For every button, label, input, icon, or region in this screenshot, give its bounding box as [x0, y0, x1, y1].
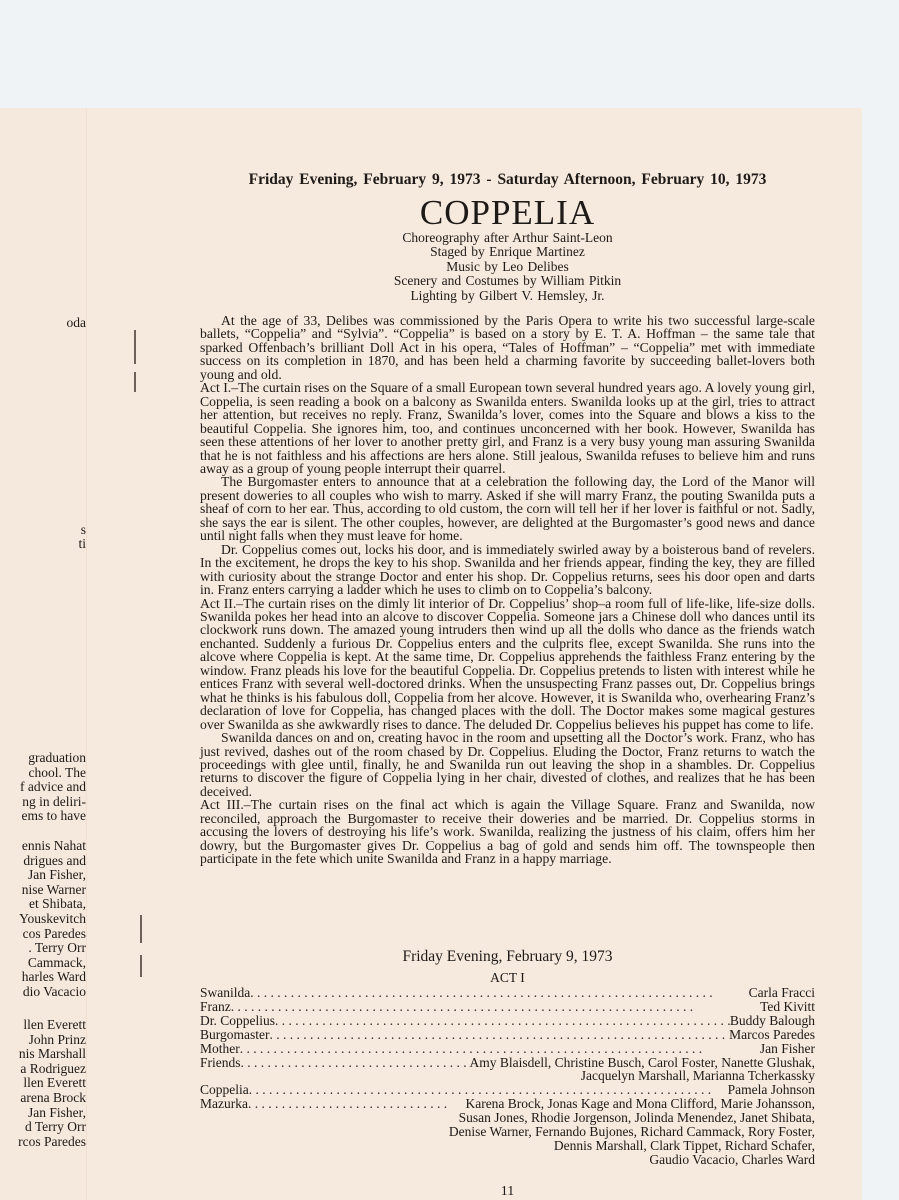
act-label: ACT I	[490, 970, 525, 985]
left-page-line: ti	[78, 536, 86, 551]
left-page-line: Jan Fisher,	[28, 867, 86, 883]
cast-role: Coppelia	[200, 1082, 249, 1098]
cast-names	[469, 1056, 815, 1084]
left-page-line: graduation	[28, 750, 86, 765]
left-page-line: chool. The	[28, 764, 86, 780]
left-page-line: et Shibata,	[29, 896, 86, 912]
left-page-line: harles Ward	[21, 969, 86, 985]
cast-name-line: Denise Warner, Fernando Bujones, Richard Cammack, Rory Foster,	[448, 1124, 815, 1140]
dot-leader	[240, 1042, 760, 1056]
cast-name-line: Buddy Balough	[729, 1012, 815, 1028]
cast-names	[760, 1042, 815, 1056]
left-page-line: ems to have	[21, 808, 86, 824]
left-page-line: dio Vacacio	[22, 984, 86, 999]
credit-line: Choreography after Arthur Saint-Leon	[402, 230, 613, 245]
cast-name-line: Gaudio Vacacio, Charles Ward	[649, 1151, 815, 1167]
left-page-line: Cammack,	[27, 954, 86, 970]
cast-role: Dr. Coppelius	[200, 1012, 276, 1028]
synopsis-paragraph: At the age of 33, Delibes was commissioned by the Paris Opera to write his two successful large-scale ballets, “Coppelia” and “Sylvia”. “Coppelia” is based on a story by E. T. A. Hoffman – the same tale that sparked Offenbach’s brilliant Doll Act in his opera, “Tales of Hoffman” – “Coppelia” met with immediate success on its completion in 1870, and has been held a charming favorite by succeeding ballet-lovers both young and old.	[200, 313, 815, 382]
cast-role: Friends	[200, 1054, 241, 1070]
performance-dates: Friday Evening, February 9, 1973 - Saturday Afternoon, February 10, 1973	[248, 171, 767, 188]
cast-name-line: Dennis Marshall, Clark Tippet, Richard Schafer,	[553, 1137, 815, 1153]
dot-leader	[231, 1000, 760, 1014]
cast-role: Burgomaster	[200, 1026, 270, 1042]
cast-role: Swanilda	[200, 985, 251, 1000]
credit-line: Staged by Enrique Martinez	[430, 244, 585, 260]
cast-role: Franz	[200, 998, 231, 1014]
cast-row	[200, 1028, 815, 1042]
cast-row	[200, 1000, 815, 1014]
cast-row	[200, 1097, 815, 1167]
left-page-line: rcos Paredes	[18, 1133, 86, 1149]
page-number: 11	[500, 1184, 515, 1199]
dot-leader	[241, 1056, 470, 1070]
ballet-title: COPPELIA	[419, 193, 596, 232]
left-page-line: ng in deliri-	[22, 793, 86, 809]
cast-names	[730, 1014, 815, 1028]
synopsis-paragraph: Swanilda dances on and on, creating havoc in the room and upsetting all the Doctor’s work. Franz, who has just revived, dashes out of the room chased by Dr. Coppelius. Eluding the Doctor, Franz returns to watch the proceedings with glee until, finally, he and Swanilda run out leaving the shop in a shambles. Dr. Coppelius returns to discover the figure of Coppelia lying in her chair, divested of clothes, and realizes that he has been deceived.	[200, 730, 815, 799]
left-page-line: a Rodriguez	[20, 1060, 86, 1076]
cast-name-line: Carla Fracci	[748, 985, 815, 1000]
synopsis-paragraph: Act III.–The curtain rises on the final act which is again the Village Square. Franz and Swanilda, now reconciled, approach the Burgomaster to receive their doweries and be married. Dr. Coppelius storms in accusing the lovers of destroying his life’s work. Swanilda, realizing the justness of his claim, offers him her dowry, but the Burgomaster gives Dr. Coppelius a bag of gold and sends him off. The townspeople then participate in the fete which unite Swanilda and Franz in a happy marriage.	[200, 797, 815, 867]
left-page-line: s	[80, 522, 86, 537]
cast-role: Mazurka	[200, 1096, 248, 1112]
cast-name-line: Susan Jones, Rhodie Jorgenson, Jolinda Menendez, Janet Shibata,	[458, 1110, 815, 1126]
cast-name-line: Jacquelyn Marshall, Marianna Tcherkassky	[580, 1068, 815, 1084]
left-page-line: oda	[66, 315, 86, 330]
credits	[200, 231, 815, 303]
cast-names	[729, 1028, 815, 1042]
cast-row	[200, 1014, 815, 1028]
left-page-line: Youskevitch	[19, 911, 86, 926]
synopsis-paragraph: Act I.–The curtain rises on the Square of a small European town several hundred years ago. A lovely young girl, Coppelia, is seen reading a book on a balcony as Swanilda enters. Swanilda looks up at the girl, tries to attract her attention, but receives no reply. Franz, Swanilda’s lover, comes into the Square and blows a kiss to the beautiful Coppelia. She ignores him, too, and continues unconcerned with her book. However, Swanilda has seen these attentions of her lover to another pretty girl, and Franz is a very busy young man assuring Swanilda that he is not faithless and his affections are hers alone. Still jealous, Swanilda refuses to believe him and runs away as a group of young people interrupt their quarrel.	[200, 380, 815, 476]
cast-name-line: Amy Blaisdell, Christine Busch, Carol Foster, Nanette Glushak,	[469, 1054, 815, 1070]
dot-leader	[270, 1028, 730, 1042]
staple-bottom-lower	[140, 955, 142, 977]
left-page-line: drigues and	[23, 852, 86, 868]
cast-names	[749, 986, 815, 1000]
cast-name-line: Marcos Paredes	[729, 1026, 815, 1042]
left-page-line: . Terry Orr	[28, 940, 86, 956]
credit-line: Music by Leo Delibes	[446, 258, 569, 274]
cast-names	[449, 1097, 815, 1167]
dot-leader	[249, 1083, 728, 1097]
synopsis-paragraph: Dr. Coppelius comes out, locks his door, and is immediately swirled away by a boisterous band of revelers. In the excitement, he drops the key to his shop. Swanilda and her friends appear, finding the key, they are filled with curiosity about the strange Doctor and enter his shop. Dr. Coppelius returns, sees his door open and darts in. Franz enters carrying a ladder which he uses to climb on to Coppelia’s balcony.	[200, 541, 815, 598]
left-page-line: ennis Nahat	[21, 838, 86, 853]
cast-names	[760, 1000, 815, 1014]
left-page-line: f advice and	[20, 779, 86, 795]
cast-name-line: Karena Brock, Jonas Kage and Mona Clifford, Marie Johansson,	[465, 1096, 815, 1112]
left-page-line: nis Marshall	[18, 1046, 86, 1062]
left-page-line: llen Everett	[23, 1075, 86, 1091]
cast-name-line: Ted Kivitt	[760, 998, 815, 1014]
left-page-line: cos Paredes	[22, 925, 86, 941]
left-page-line: d Terry Orr	[24, 1119, 86, 1135]
cast-name-line: Jan Fisher	[759, 1040, 815, 1056]
staple-top-lower	[134, 372, 136, 392]
cast-name-line: Pamela Johnson	[727, 1082, 815, 1098]
cast-names	[728, 1083, 815, 1097]
cast-heading: Friday Evening, February 9, 1973	[402, 948, 613, 965]
synopsis-paragraph: The Burgomaster enters to announce that at a celebration the following day, the Lord of the Manor will present doweries to all couples who wish to marry. Asked if she will marry Franz, the pouting Swanilda puts a sheaf of corn to her ear. Thus, according to old custom, the corn will tell her if her lover is faithful or not. Sadly, she says the ear is silent. The other couples, however, are delighted at the Burgomaster’s good news and dance until night falls when they must leave for home.	[200, 474, 815, 544]
staple-top	[134, 330, 136, 364]
credit-line: Scenery and Costumes by William Pitkin	[393, 273, 622, 289]
dot-leader	[275, 1014, 730, 1028]
cast-role: Mother	[200, 1040, 240, 1056]
cast-row	[200, 986, 815, 1000]
dot-leader	[250, 986, 748, 1000]
left-page-line: llen Everett	[23, 1017, 86, 1032]
left-page-line: Jan Fisher,	[28, 1104, 86, 1120]
left-page-line: John Prinz	[28, 1031, 86, 1047]
cast-row	[200, 1083, 815, 1097]
cast-row	[200, 1056, 815, 1084]
left-page-line: arena Brock	[20, 1090, 86, 1105]
cast-row	[200, 1042, 815, 1056]
left-page-line: nise Warner	[21, 881, 86, 897]
dot-leader	[248, 1097, 449, 1111]
synopsis	[200, 314, 815, 866]
credit-line: Lighting by Gilbert V. Hemsley, Jr.	[410, 287, 605, 303]
cast-list	[200, 986, 815, 1167]
synopsis-paragraph: Act II.–The curtain rises on the dimly lit interior of Dr. Coppelius’ shop–a room full of life-like, life-size dolls. Swanilda pokes her head into an alcove to discover Coppelia. Someone jars a Chinese doll who dances until its clockwork runs down. The amazed young intruders then wind up all the dolls who dance as the friends watch enchanted. Suddenly a furious Dr. Coppelius enters and the culprits flee, except Swanilda. She runs into the alcove where Coppelia is kept. At the same time, Dr. Coppelius apprehends the faithless Franz entering by the window. Franz pleads his love for the beautiful Coppelia. Dr. Coppelius pretends to listen with interest while he entices Franz with several well-doctored drinks. When the unsuspecting Franz passes out, Dr. Coppelius brings what he thinks is his fabulous doll, Coppelia from her alcove. However, it is Swanilda who, overhearing Franz’s declaration of love for Coppelia, has changed places with the doll. The Doctor makes some magical gestures over Swanilda as she awkwardly rises to dance. The deluded Dr. Coppelius believes his puppet has come to life.	[200, 595, 815, 732]
staple-bottom	[140, 915, 142, 943]
